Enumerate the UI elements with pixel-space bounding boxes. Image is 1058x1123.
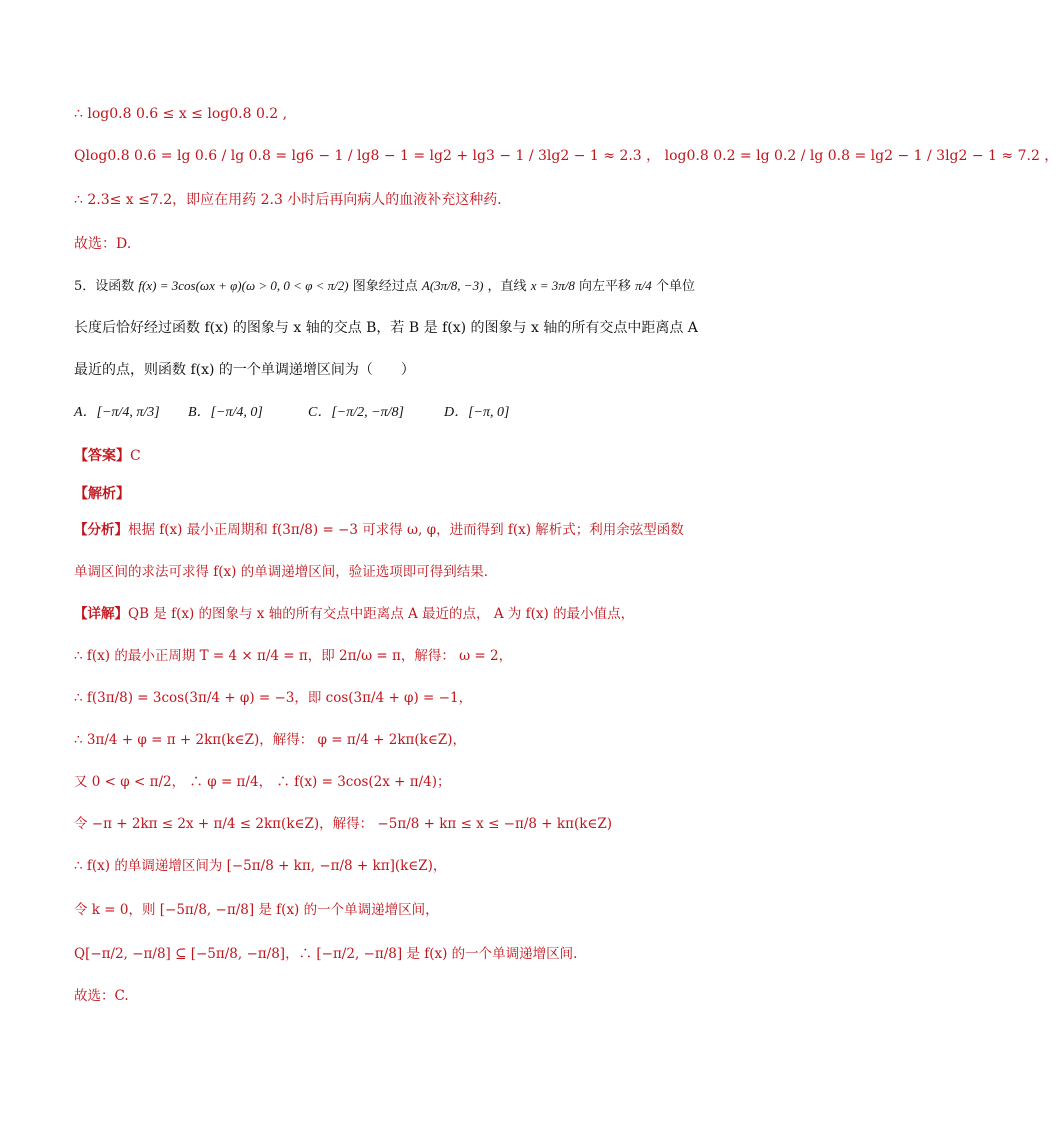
text: 个单位 (655, 279, 695, 294)
detail-line-10 (74, 986, 129, 1006)
fenxi-label: 【分析】 (74, 522, 128, 538)
option-d[interactable] (444, 402, 509, 423)
question-5-line-3 (74, 360, 415, 380)
text: 令 k = 0，则 [−5π/8, −π/8] 是 f(x) 的一个单调递增区间， (74, 902, 439, 918)
fenxi-line-1 (74, 520, 684, 540)
line-log-range (74, 104, 287, 124)
text: lg 0.6 / lg 0.8 = lg6 − 1 / lg8 − 1 = lg2 + lg3 − 1 / 3lg2 − 1 ≈ 2.3 ， (176, 148, 661, 164)
text: 单调区间的求法可求得 f(x) 的单调递增区间，验证选项即可得到结果． (74, 564, 498, 580)
answer-value: C (130, 448, 141, 464)
detail-line-8 (74, 900, 439, 920)
detail-label: 【详解】 (74, 606, 128, 622)
text: ，直线 (487, 279, 527, 294)
text: 【解析】 (74, 486, 130, 502)
text: ∴ 3π/4 + φ = π + 2kπ(k∈Z)，解得： φ = π/4 + 2kπ(k∈Z)， (74, 732, 466, 748)
option-c-text: C．[−π/2, −π/8] (308, 405, 404, 420)
option-c[interactable] (308, 402, 404, 423)
text: QB 是 f(x) 的图象与 x 轴的所有交点中距离点 A 最近的点， A 为 f(x) 的最小值点， (128, 606, 635, 622)
analysis-heading (74, 484, 130, 504)
detail-line-4 (74, 730, 466, 750)
fenxi-line-2 (74, 562, 497, 582)
line-log-values (74, 146, 1058, 166)
text: 长度后恰好经过函数 f(x) 的图象与 x 轴的交点 B，若 B 是 f(x) 的图象与 x 轴的所有交点中距离点 A (74, 320, 698, 336)
point-a: A(3π/8, −3) (421, 278, 484, 293)
line-conclusion (74, 190, 511, 210)
question-5-line-2 (74, 318, 698, 338)
text: ∴ f(x) 的最小正周期 T = 4 × π/4 = π，即 2π/ω = π，解得： ω = 2， (74, 648, 513, 664)
option-a-text: A．[−π/4, π/3] (74, 405, 160, 420)
detail-line-6 (74, 814, 612, 834)
detail-line-5 (74, 772, 451, 792)
detail-line-3 (74, 688, 472, 708)
detail-line-9 (74, 944, 577, 964)
line-choice-d (74, 234, 131, 254)
text: 最近的点，则函数 f(x) 的一个单调递增区间为（ ） (74, 362, 415, 378)
option-b[interactable] (188, 402, 263, 423)
formula: x = 3π/8 (530, 278, 575, 293)
detail-line-1 (74, 604, 634, 624)
option-b-text: B．[−π/4, 0] (188, 405, 263, 420)
option-d-text: D．[−π, 0] (444, 405, 510, 420)
text: 令 −π + 2kπ ≤ 2x + π/4 ≤ 2kπ(k∈Z)，解得： −5π/8 + kπ ≤ x ≤ −π/8 + kπ(k∈Z) (74, 816, 613, 832)
text: 5．设函数 (74, 279, 135, 294)
text: Qlog0.8 0.6 = (74, 148, 173, 164)
text: 向左平移 (579, 279, 632, 294)
question-5-line-1 (74, 276, 695, 297)
text: 图象经过点 (352, 279, 418, 294)
text: 根据 f(x) 最小正周期和 f(3π/8) = −3 可求得 ω, φ，进而得到 f(x) 解析式；利用余弦型函数 (128, 522, 684, 538)
text: 故选：C. (74, 988, 129, 1004)
text: Q[−π/2, −π/8] ⊆ [−5π/8, −π/8]，∴ [−π/2, −π/8] 是 f(x) 的一个单调递增区间. (74, 946, 578, 962)
formula: π/4 (635, 278, 652, 293)
text: ∴ f(3π/8) = 3cos(3π/4 + φ) = −3，即 cos(3π/4 + φ) = −1， (74, 690, 473, 706)
text: 又 0 < φ < π/2， ∴ φ = π/4， ∴ f(x) = 3cos(2x + π/4)； (74, 774, 451, 790)
answer-label: 【答案】 (74, 448, 130, 464)
detail-line-7 (74, 856, 446, 876)
text: ∴ f(x) 的单调递增区间为 [−5π/8 + kπ, −π/8 + kπ](k∈Z)， (74, 858, 447, 874)
text: ∴ 2.3≤ x ≤7.2，即应在用药 2.3 小时后再向病人的血液补充这种药． (74, 192, 512, 208)
formula: f(x) = 3cos(ωx + φ)(ω > 0, 0 < φ < π/2) (138, 278, 349, 293)
text: 故选：D. (74, 236, 132, 252)
text: log0.8 0.2 = lg 0.2 / lg 0.8 = lg2 − 1 / 3lg2 − 1 ≈ 7.2 ， (664, 148, 1058, 164)
detail-line-2 (74, 646, 512, 666)
text: ∴ log0.8 0.6 ≤ x ≤ log0.8 0.2 , (74, 106, 288, 122)
answer-line (74, 446, 141, 466)
option-a[interactable] (74, 402, 160, 423)
